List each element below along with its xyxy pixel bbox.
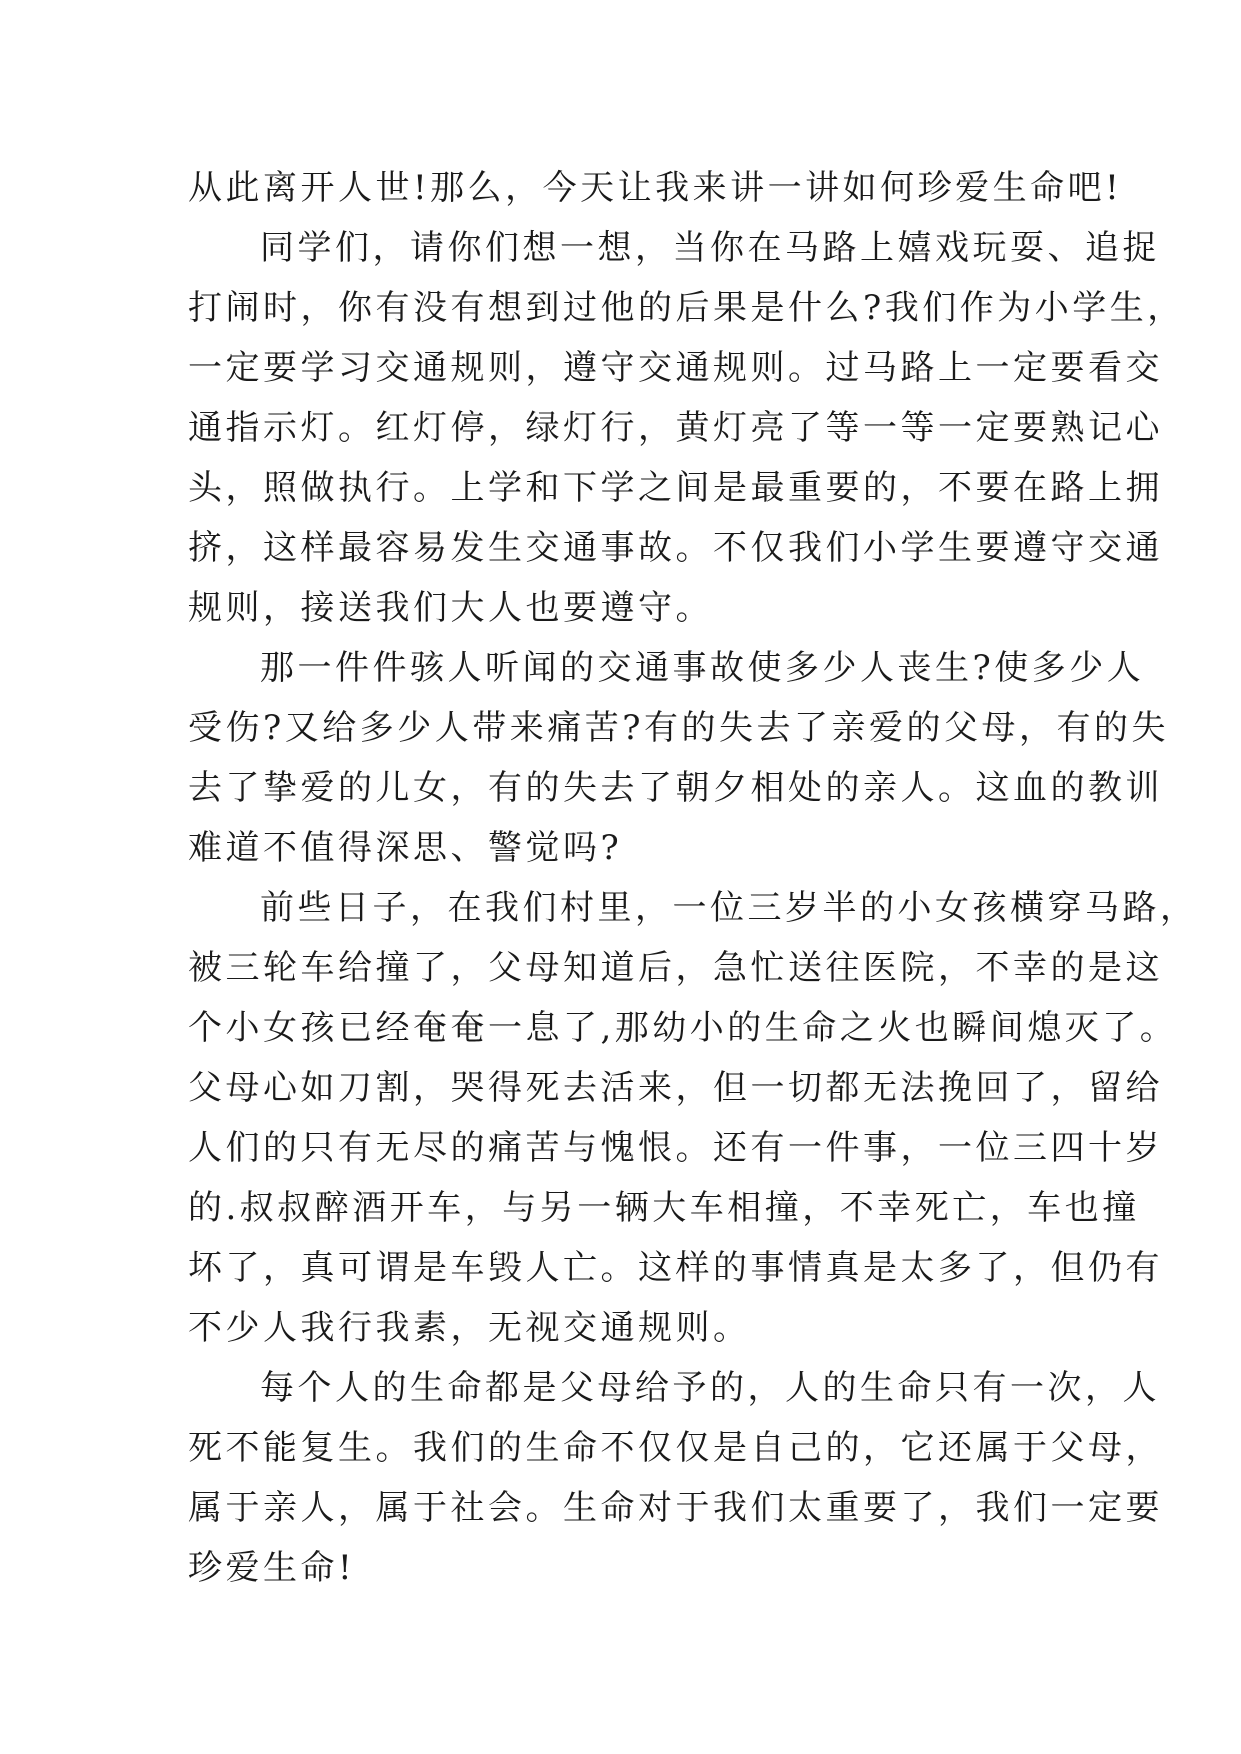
text-line: 坏了，真可谓是车毁人亡。这样的事情真是太多了，但仍有 xyxy=(188,1248,1163,1288)
text-line-paragraph-start: 前些日子，在我们村里，一位三岁半的小女孩横穿马路， xyxy=(260,888,1198,928)
text-line: 父母心如刀割，哭得死去活来，但一切都无法挽回了，留给 xyxy=(188,1068,1163,1108)
text-line: 个小女孩已经奄奄一息了,那幼小的生命之火也瞬间熄灭了。 xyxy=(188,1008,1178,1048)
text-line: 被三轮车给撞了，父母知道后，急忙送往医院，不幸的是这 xyxy=(188,948,1163,988)
text-line: 属于亲人，属于社会。生命对于我们太重要了，我们一定要 xyxy=(188,1488,1163,1528)
text-line: 从此离开人世!那么，今天让我来讲一讲如何珍爱生命吧! xyxy=(188,168,1123,208)
text-line: 打闹时，你有没有想到过他的后果是什么?我们作为小学生， xyxy=(188,288,1185,328)
text-line: 难道不值得深思、警觉吗? xyxy=(188,828,623,868)
text-line: 死不能复生。我们的生命不仅仅是自己的，它还属于父母， xyxy=(188,1428,1163,1468)
text-line-paragraph-start: 同学们，请你们想一想，当你在马路上嬉戏玩耍、追捉 xyxy=(260,228,1160,268)
text-line: 头，照做执行。上学和下学之间是最重要的，不要在路上拥 xyxy=(188,468,1163,508)
text-line-paragraph-start: 那一件件骇人听闻的交通事故使多少人丧生?使多少人 xyxy=(260,648,1145,688)
text-line: 通指示灯。红灯停，绿灯行，黄灯亮了等一等一定要熟记心 xyxy=(188,408,1163,448)
text-line: 一定要学习交通规则，遵守交通规则。过马路上一定要看交 xyxy=(188,348,1163,388)
text-line: 规则，接送我们大人也要遵守。 xyxy=(188,588,713,628)
document-body xyxy=(188,158,1198,1598)
text-line: 的.叔叔醉酒开车，与另一辆大车相撞，不幸死亡，车也撞 xyxy=(188,1188,1140,1228)
text-line: 挤，这样最容易发生交通事故。不仅我们小学生要遵守交通 xyxy=(188,528,1163,568)
text-line: 珍爱生命! xyxy=(188,1548,356,1588)
text-line: 不少人我行我素，无视交通规则。 xyxy=(188,1308,751,1348)
text-line: 受伤?又给多少人带来痛苦?有的失去了亲爱的父母，有的失 xyxy=(188,708,1169,748)
text-line: 去了挚爱的儿女，有的失去了朝夕相处的亲人。这血的教训 xyxy=(188,768,1163,808)
text-line: 人们的只有无尽的痛苦与愧恨。还有一件事，一位三四十岁 xyxy=(188,1128,1163,1168)
text-line-paragraph-start: 每个人的生命都是父母给予的，人的生命只有一次，人 xyxy=(260,1368,1160,1408)
